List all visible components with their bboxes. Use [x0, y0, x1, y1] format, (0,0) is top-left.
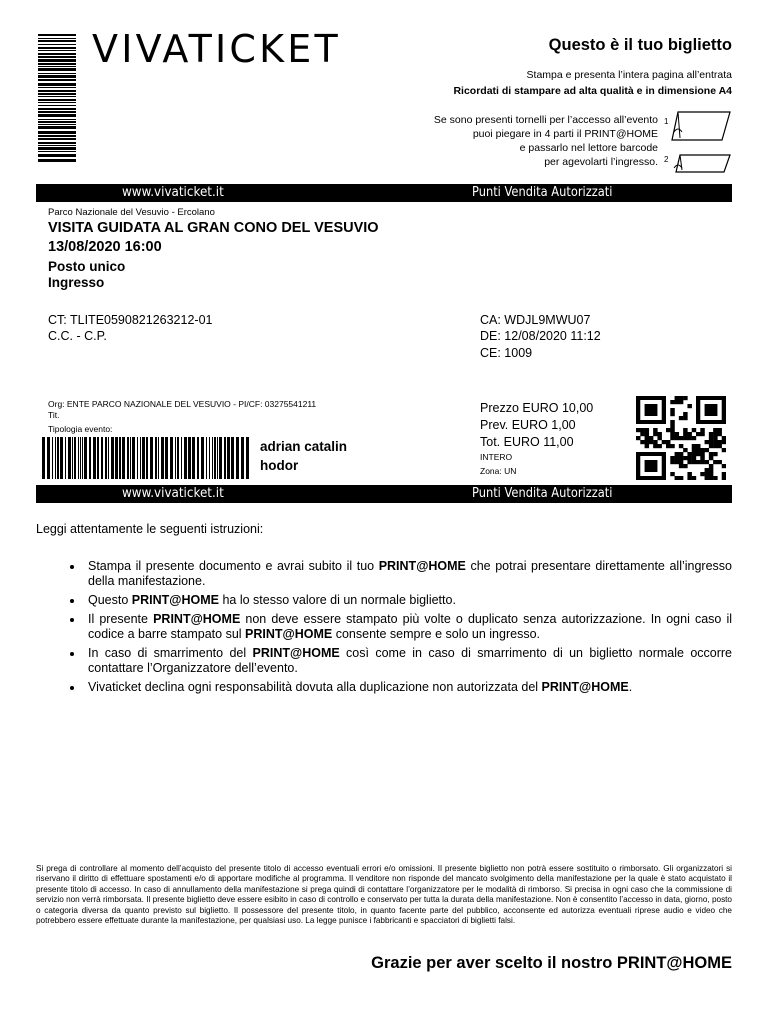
instruction-text: consente sempre e solo un ingresso. [332, 627, 540, 641]
instruction-text: così come in caso di smarrimento di un biglietto normale occorre contattare l’Organizzatore dell’evento. [88, 646, 733, 675]
instruction-text: . [628, 680, 633, 694]
instruction-emphasis: PRINT@HOME [131, 593, 219, 607]
top-band [36, 184, 732, 202]
instructions-heading: Leggi attentamente le seguenti istruzioni: [36, 522, 264, 536]
event-datetime: 13/08/2020 16:00 [48, 239, 162, 255]
seat-type: Posto unico [48, 259, 126, 274]
fold-line: e passarlo nel lettore barcode [519, 142, 658, 154]
ticket-barcode [42, 437, 250, 479]
holder-first-name: adrian catalin [260, 439, 348, 454]
band-website: www.vivaticket.it [122, 486, 224, 501]
instruction-item [84, 646, 732, 676]
disclaimer: Si prega di controllare al momento dell’acquisto del presente titolo di accesso eventuali errori e/o omissioni. Il presente biglietto non potrà essere sostituito o rimborsato. Gli organizzatori si riservano il diritto di effettuare spostamenti e/o di apportare modifiche al programma. Il venditore non risponde del mancato svolgimento della manifestazione per la quale è stato acquistato il presente titolo di accesso. In caso di annullamento della manifestazione si prega quindi di contattare l’organizzatore per le modalità di rimborso. Si precisa in ogni caso che la commissione di servizio non verrà rimborsata. Il presente biglietto deve essere esibito in caso di controllo e conservato per tutta la durata della manifestazione. Non è consentito l’accesso in data, giorno, posto o categoria diversa da quanto previsto sul biglietto. Il possessore del presente titolo, in quanto facente parte del pubblico, acconsente ed autorizza eventuali riprese audio e video che potrebbero essere effettuate durante la manifestazione, per qualsiasi uso. La legge punisce i fabbricanti e spacciatori di biglietti falsi. [36, 864, 732, 926]
event-venue: Parco Nazionale del Vesuvio - Ercolano [48, 207, 215, 218]
qr-code [636, 396, 726, 480]
fold-diagram-2 [664, 150, 734, 180]
footer-thanks: Grazie per aver scelto il nostro PRINT@HOME [371, 954, 732, 972]
instruction-emphasis: PRINT@HOME [378, 559, 466, 573]
presale-fee: Prev. EURO 1,00 [480, 418, 576, 432]
fold-diagram-1 [664, 108, 734, 144]
instruction-item [84, 559, 732, 589]
fold-step-number: 1 [664, 117, 669, 126]
print-quality-note: Ricordati di stampare ad alta qualità e in dimensione A4 [453, 85, 732, 97]
cc-cp: C.C. - C.P. [48, 329, 107, 343]
fold-instructions [434, 113, 658, 169]
ticket-title: Questo è il tuo biglietto [548, 36, 732, 54]
bottom-band [36, 485, 732, 503]
fold-line: puoi piegare in 4 parti il PRINT@HOME [472, 128, 658, 140]
instruction-text: In caso di smarrimento del [88, 646, 253, 660]
band-sales-points: Punti Vendita Autorizzati [472, 486, 613, 501]
instruction-emphasis: PRINT@HOME [153, 612, 241, 626]
instruction-text: Questo [88, 593, 132, 607]
brand-logo: VIVATICKET [92, 27, 341, 71]
instruction-item [84, 593, 732, 608]
band-website: www.vivaticket.it [122, 185, 224, 200]
vertical-barcode [38, 34, 76, 162]
instruction-text: Il presente [88, 612, 154, 626]
holder-last-name: hodor [260, 458, 299, 473]
event-type-label: Tipologia evento: [48, 424, 113, 434]
fold-step-number: 2 [664, 155, 669, 164]
ticket-type: INTERO [480, 452, 513, 462]
instruction-item [84, 680, 732, 695]
instruction-item [84, 612, 732, 642]
instruction-emphasis: PRINT@HOME [541, 680, 629, 694]
instruction-emphasis: PRINT@HOME [245, 627, 333, 641]
instruction-text: che potrai presentare direttamente all’ingresso della manifestazione. [88, 559, 732, 588]
fold-line: per agevolarti l’ingresso. [544, 156, 658, 168]
print-instruction: Stampa e presenta l’intera pagina all’entrata [526, 69, 732, 81]
total-price: Tot. EURO 11,00 [480, 435, 574, 449]
zone: Zona: UN [480, 466, 517, 476]
instruction-text: non deve essere stampato più volte o duplicato senza autorizzazione. In ogni caso il codice a barre stampato sul [88, 612, 733, 641]
organizer: Org: ENTE PARCO NAZIONALE DEL VESUVIO - PI/CF: 03275541211 [48, 399, 317, 409]
price: Prezzo EURO 10,00 [480, 401, 594, 415]
instructions-list [60, 559, 732, 699]
ca-code: CA: WDJL9MWU07 [480, 313, 591, 327]
ce-code: CE: 1009 [480, 346, 533, 360]
band-sales-points: Punti Vendita Autorizzati [472, 185, 613, 200]
event-name: VISITA GUIDATA AL GRAN CONO DEL VESUVIO [48, 220, 379, 236]
ct-code: CT: TLITE0590821263212-01 [48, 313, 213, 327]
holder-title: Tit. [48, 410, 60, 420]
instruction-text: ha lo stesso valore di un normale biglietto. [218, 593, 456, 607]
instruction-text: Stampa il presente documento e avrai subito il tuo [88, 559, 379, 573]
de-datetime: DE: 12/08/2020 11:12 [480, 329, 601, 343]
entry-type: Ingresso [48, 275, 105, 290]
fold-line: Se sono presenti tornelli per l’accesso all’evento [433, 114, 658, 126]
instruction-emphasis: PRINT@HOME [252, 646, 340, 660]
instruction-text: Vivaticket declina ogni responsabilità dovuta alla duplicazione non autorizzata del [88, 680, 542, 694]
